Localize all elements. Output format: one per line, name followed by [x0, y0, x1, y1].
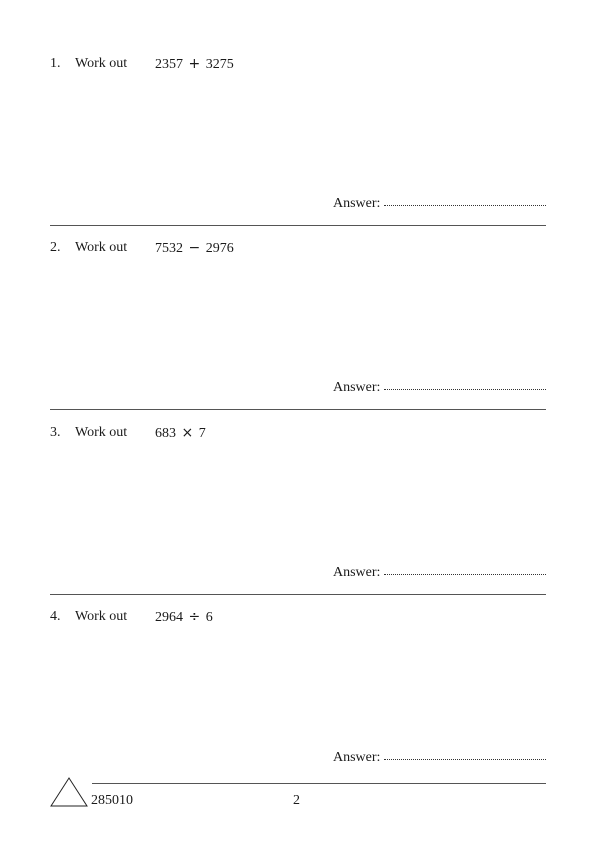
- question-expression: [155, 56, 234, 73]
- question-expression: [155, 609, 213, 626]
- answer-line[interactable]: [384, 203, 546, 206]
- answer-line[interactable]: [384, 757, 546, 760]
- footer-divider: [92, 783, 546, 784]
- answer-line[interactable]: [384, 387, 546, 390]
- question-number: 2.: [50, 240, 61, 255]
- operand-b: 6: [205, 610, 213, 625]
- divider: [50, 409, 546, 410]
- operator: ÷: [188, 609, 201, 625]
- question-instruction: Work out: [75, 609, 128, 624]
- operator: ×: [181, 425, 194, 441]
- operand-a: 2964: [155, 610, 183, 625]
- question-number: 3.: [50, 425, 61, 440]
- page-number: 2: [293, 793, 300, 808]
- answer-label: Answer:: [333, 196, 381, 211]
- divider: [50, 225, 546, 226]
- operand-a: 683: [155, 426, 176, 441]
- operand-b: 2976: [205, 241, 234, 256]
- operand-a: 7532: [155, 241, 183, 256]
- question-expression: [155, 425, 206, 442]
- question-instruction: Work out: [75, 425, 128, 440]
- operand-b: 3275: [205, 57, 234, 72]
- operand-b: 7: [198, 426, 206, 441]
- operator: +: [188, 56, 201, 72]
- question-instruction: Work out: [75, 240, 128, 255]
- question-number: 1.: [50, 56, 61, 71]
- question-number: 4.: [50, 609, 61, 624]
- answer-label: Answer:: [333, 750, 381, 765]
- triangle-icon: [49, 776, 89, 808]
- operand-a: 2357: [155, 57, 183, 72]
- question-instruction: Work out: [75, 56, 128, 71]
- question-expression: [155, 240, 234, 257]
- centre-code: 285010: [91, 793, 133, 808]
- answer-label: Answer:: [333, 380, 381, 395]
- answer-label: Answer:: [333, 565, 381, 580]
- divider: [50, 594, 546, 595]
- operator: −: [188, 240, 201, 256]
- answer-line[interactable]: [384, 572, 546, 575]
